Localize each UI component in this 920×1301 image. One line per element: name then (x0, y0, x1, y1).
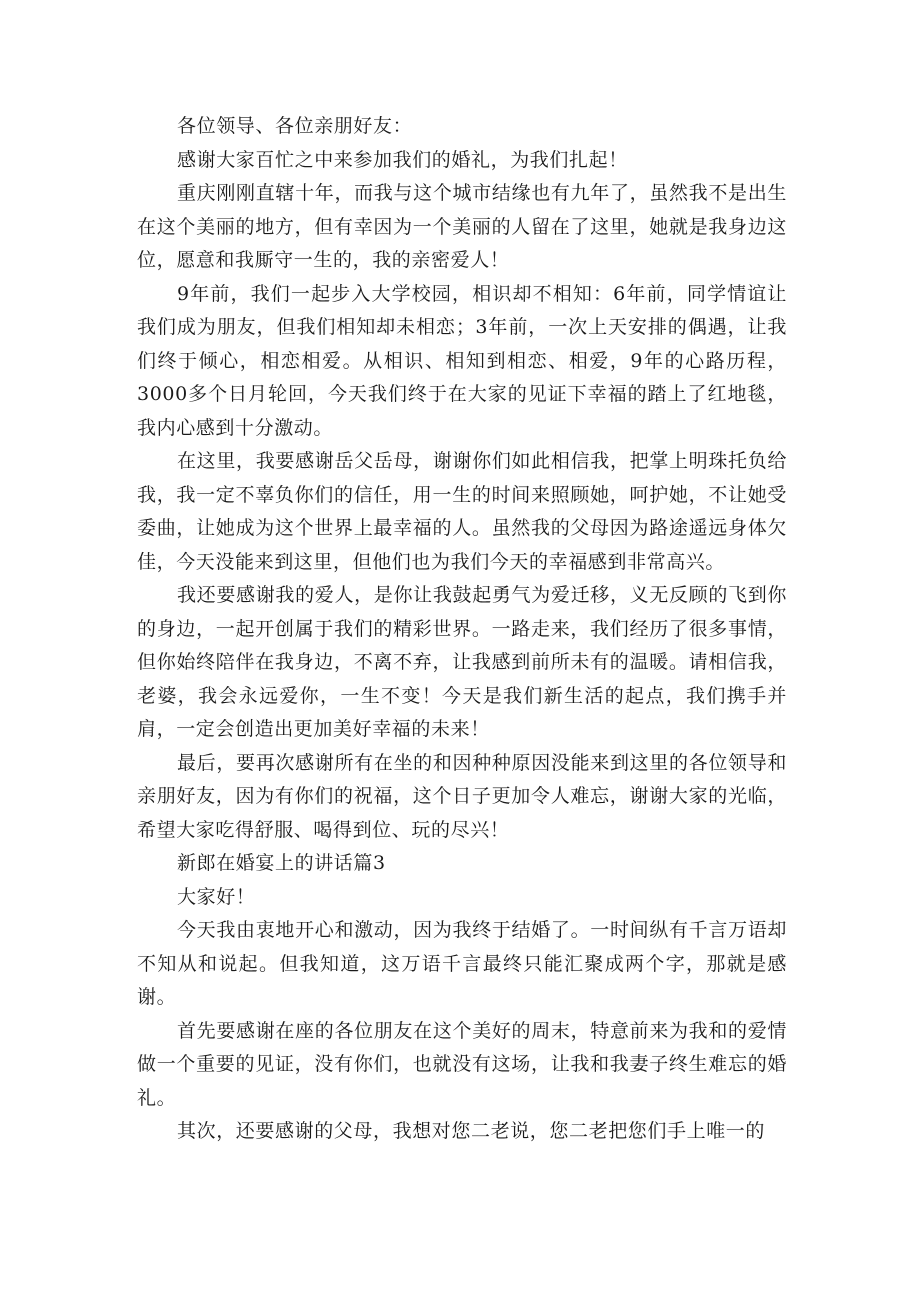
section-title: 新郎在婚宴上的讲话篇3 (177, 852, 386, 874)
paragraph: 今天我由衷地开心和激动，因为我终于结婚了。一时间纵有千言万语却不知从和说起。但我知道，这万语千言最终只能汇聚成两个字，那就是感谢。 (137, 919, 787, 1008)
document-body (137, 110, 787, 1149)
paragraph: 在这里，我要感谢岳父岳母，谢谢你们如此相信我，把掌上明珠托负给我，我一定不辜负你们的信任，用一生的时间来照顾她，呵护她，不让她受委曲，让她成为这个世界上最幸福的人。虽然我的父母因为路途遥远身体欠佳，今天没能来到这里，但他们也为我们今天的幸福感到非常高兴。 (137, 450, 787, 573)
paragraph: 9年前，我们一起步入大学校园，相识却不相知：6年前，同学情谊让我们成为朋友，但我们相知却未相恋；3年前，一次上天安排的偶遇，让我们终于倾心，相恋相爱。从相识、相知到相恋、相爱，9年的心路历程，3000多个日月轮回，今天我们终于在大家的见证下幸福的踏上了红地毯，我内心感到十分激动。 (137, 282, 787, 439)
paragraph: 重庆刚刚直辖十年，而我与这个城市结缘也有九年了，虽然我不是出生在这个美丽的地方，但有幸因为一个美丽的人留在了这里，她就是我身边这位，愿意和我厮守一生的，我的亲密爱人！ (137, 182, 787, 271)
paragraph: 其次，还要感谢的父母，我想对您二老说，您二老把您们手上唯一的 (177, 1120, 766, 1142)
paragraph: 感谢大家百忙之中来参加我们的婚礼，为我们扎起！ (177, 148, 628, 171)
salutation: 各位领导、各位亲朋好友： (177, 115, 413, 137)
paragraph: 首先要感谢在座的各位朋友在这个美好的周末，特意前来为我和的爱情做一个重要的见证，没有你们，也就没有这场，让我和我妻子终生难忘的婚礼。 (137, 1019, 787, 1109)
paragraph: 最后，要再次感谢所有在坐的和因种种原因没能来到这里的各位领导和亲朋好友，因为有你们的祝福，这个日子更加令人难忘，谢谢大家的光临，希望大家吃得舒服、喝得到位、玩的尽兴！ (137, 751, 787, 841)
greeting: 大家好！ (177, 885, 256, 908)
paragraph: 我还要感谢我的爱人，是你让我鼓起勇气为爱迁移，义无反顾的飞到你的身边，一起开创属于我们的精彩世界。一路走来，我们经历了很多事情，但你始终陪伴在我身边，不离不弃，让我感到前所未有的温暖。请相信我，老婆，我会永远爱你，一生不变！今天是我们新生活的起点，我们携手并肩，一定会创造出更加美好幸福的未来！ (137, 584, 787, 740)
